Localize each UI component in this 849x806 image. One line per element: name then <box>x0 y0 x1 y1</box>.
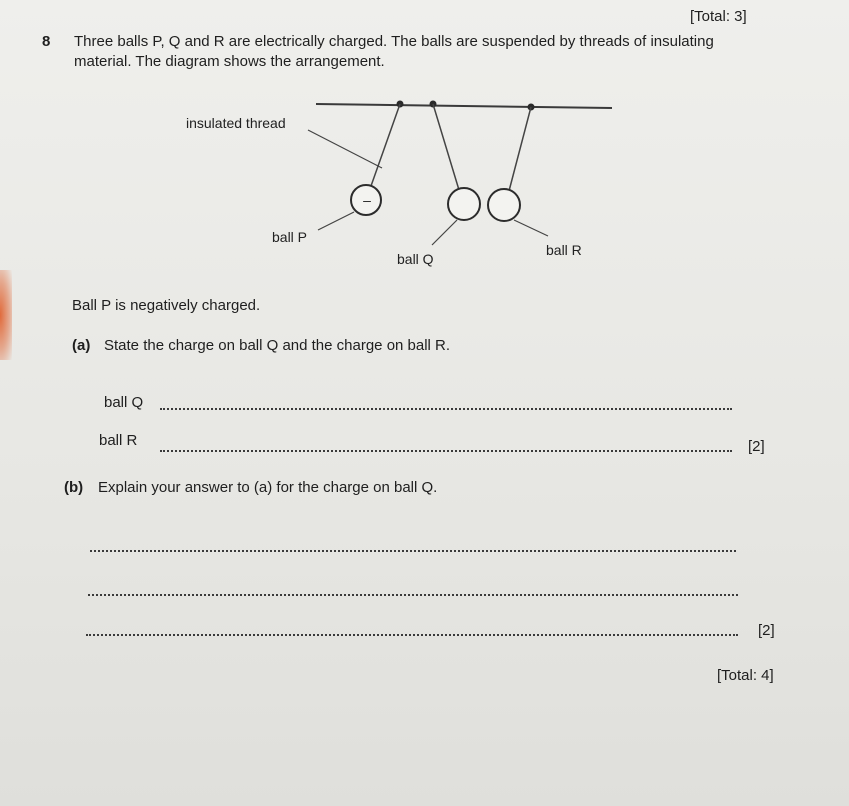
part-a-marks: [2] <box>748 438 765 455</box>
answer-line-ball-r[interactable] <box>160 450 732 452</box>
part-b-label: (b) <box>64 479 84 496</box>
ball-q-label: ball Q <box>397 251 434 267</box>
thread-q <box>433 104 459 190</box>
ball-q-leader <box>432 220 457 245</box>
question-number: 8 <box>42 33 51 50</box>
thread-p <box>371 104 400 186</box>
answer-line-b-3[interactable] <box>86 634 738 636</box>
ball-p-label: ball P <box>272 229 308 245</box>
part-a-text: State the charge on ball Q and the charge on ball R. <box>104 337 451 354</box>
part-a-label: (a) <box>72 337 91 354</box>
ball-r-leader <box>514 220 548 236</box>
part-b-marks: [2] <box>758 622 775 639</box>
answer-ball-q-label: ball Q <box>104 394 144 411</box>
ball-r <box>488 189 520 221</box>
question-text-line2: material. The diagram shows the arrangement. <box>74 53 385 70</box>
thread-label: insulated thread <box>186 115 286 131</box>
ball-p-leader <box>318 212 354 230</box>
top-total: [Total: 3] <box>690 8 747 25</box>
ball-q <box>448 188 480 220</box>
bottom-total: [Total: 4] <box>717 667 774 684</box>
answer-line-b-2[interactable] <box>88 594 738 596</box>
ball-r-label: ball R <box>546 242 582 258</box>
thread-label-leader <box>308 130 382 168</box>
ball-p-sign: – <box>363 192 371 208</box>
part-b-text: Explain your answer to (a) for the charge on ball Q. <box>98 479 438 496</box>
answer-ball-r-label: ball R <box>99 432 138 449</box>
thread-r <box>509 107 531 191</box>
question-text-line1: Three balls P, Q and R are electrically charged. The balls are suspended by threads of insulating <box>74 33 714 50</box>
answer-line-b-1[interactable] <box>90 550 736 552</box>
statement-text: Ball P is negatively charged. <box>72 297 261 314</box>
answer-line-ball-q[interactable] <box>160 408 732 410</box>
support-bar <box>316 104 612 108</box>
